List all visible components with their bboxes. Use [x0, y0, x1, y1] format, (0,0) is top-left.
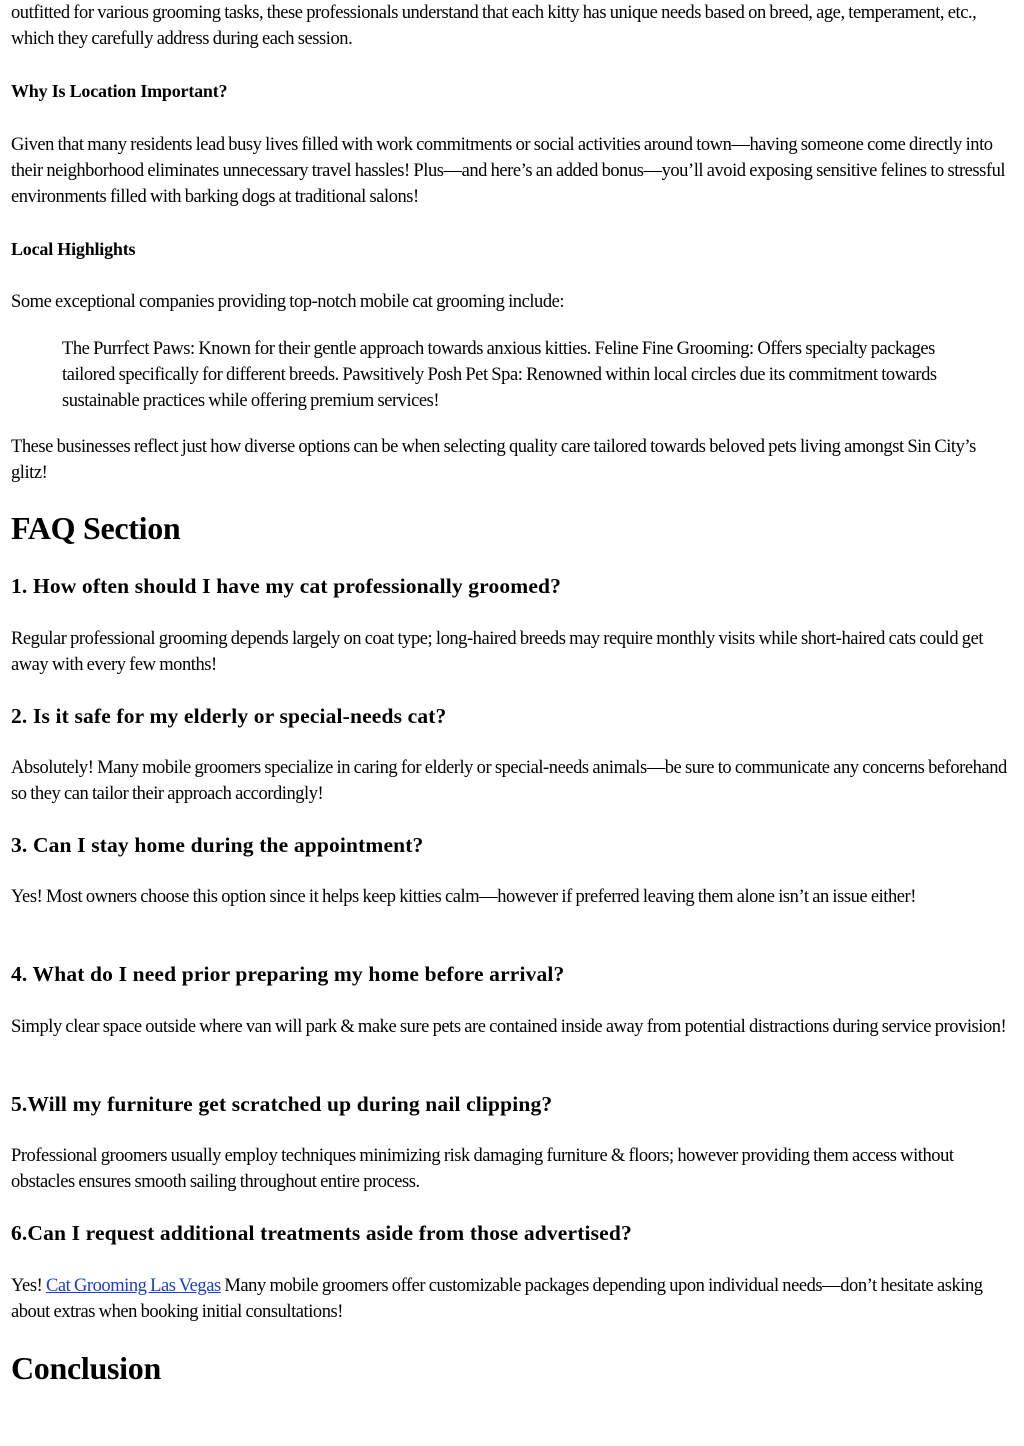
faq-answer-5: Professional groomers usually employ techniques minimizing risk damaging furniture & floors; however providing them access without obstacles ensures smooth sailing throughout entire process.	[11, 1146, 954, 1192]
location-heading: Why Is Location Important?	[11, 81, 228, 101]
faq-answer-4: Simply clear space outside where van will park & make sure pets are contained inside away from potential distractions during service provision!	[11, 1017, 1007, 1037]
faq-answer-1: Regular professional grooming depends largely on coat type; long-haired breeds may require monthly visits while short-haired cats could get away with every few months!	[11, 629, 984, 675]
faq-question-6: 6.Can I request additional treatments aside from those advertised?	[11, 1221, 632, 1245]
highlights-heading: Local Highlights	[11, 239, 136, 259]
faq-section-title: FAQ Section	[11, 510, 181, 546]
faq-answer-6	[11, 1273, 1011, 1325]
faq-question-2: 2. Is it safe for my elderly or special-needs cat?	[11, 704, 447, 728]
highlights-outro: These businesses reflect just how diverse options can be when selecting quality care tailored towards beloved pets living amongst Sin City’s glitz!	[11, 437, 976, 483]
faq-question-4: 4. What do I need prior preparing my home before arrival?	[11, 962, 565, 986]
location-paragraph: Given that many residents lead busy lives filled with work commitments or social activities around town—having someone come directly into their neighborhood eliminates unnecessary travel hassles! Plus—and here’s an added bonus—you’ll avoid exposing sensitive felines to stressful environments filled with barking dogs at traditional salons!	[11, 135, 1006, 207]
faq-answer-3: Yes! Most owners choose this option since it helps keep kitties calm—however if preferred leaving them alone isn’t an issue either!	[11, 887, 916, 907]
conclusion-title: Conclusion	[11, 1350, 161, 1386]
highlights-list: The Purrfect Paws: Known for their gentle approach towards anxious kitties. Feline Fine Grooming: Offers specialty packages tailored specifically for different breeds. Pawsitively Posh Pet Spa: Renowned within local circles due its commitment towards sustainable practices while offering premium services!	[62, 339, 937, 411]
faq-answer-6-suffix: Many mobile groomers offer customizable packages depending upon individual needs—don’t hesitate asking about extras when booking initial consultations!	[11, 1276, 983, 1322]
cat-grooming-las-vegas-link[interactable]: Cat Grooming Las Vegas	[45, 1276, 221, 1296]
faq-question-5: 5.Will my furniture get scratched up during nail clipping?	[11, 1092, 553, 1116]
faq-answer-2: Absolutely! Many mobile groomers specialize in caring for elderly or special-needs animals—be sure to communicate any concerns beforehand so they can tailor their approach accordingly!	[11, 758, 1007, 804]
faq-answer-6-prefix: Yes!	[11, 1276, 46, 1296]
faq-question-3: 3. Can I stay home during the appointment?	[11, 833, 424, 857]
highlights-intro: Some exceptional companies providing top-notch mobile cat grooming include:	[11, 292, 565, 312]
faq-question-1: 1. How often should I have my cat professionally groomed?	[11, 574, 562, 598]
intro-paragraph: outfitted for various grooming tasks, these professionals understand that each kitty has unique needs based on breed, age, temperament, etc., which they carefully address during each session.	[11, 3, 977, 49]
